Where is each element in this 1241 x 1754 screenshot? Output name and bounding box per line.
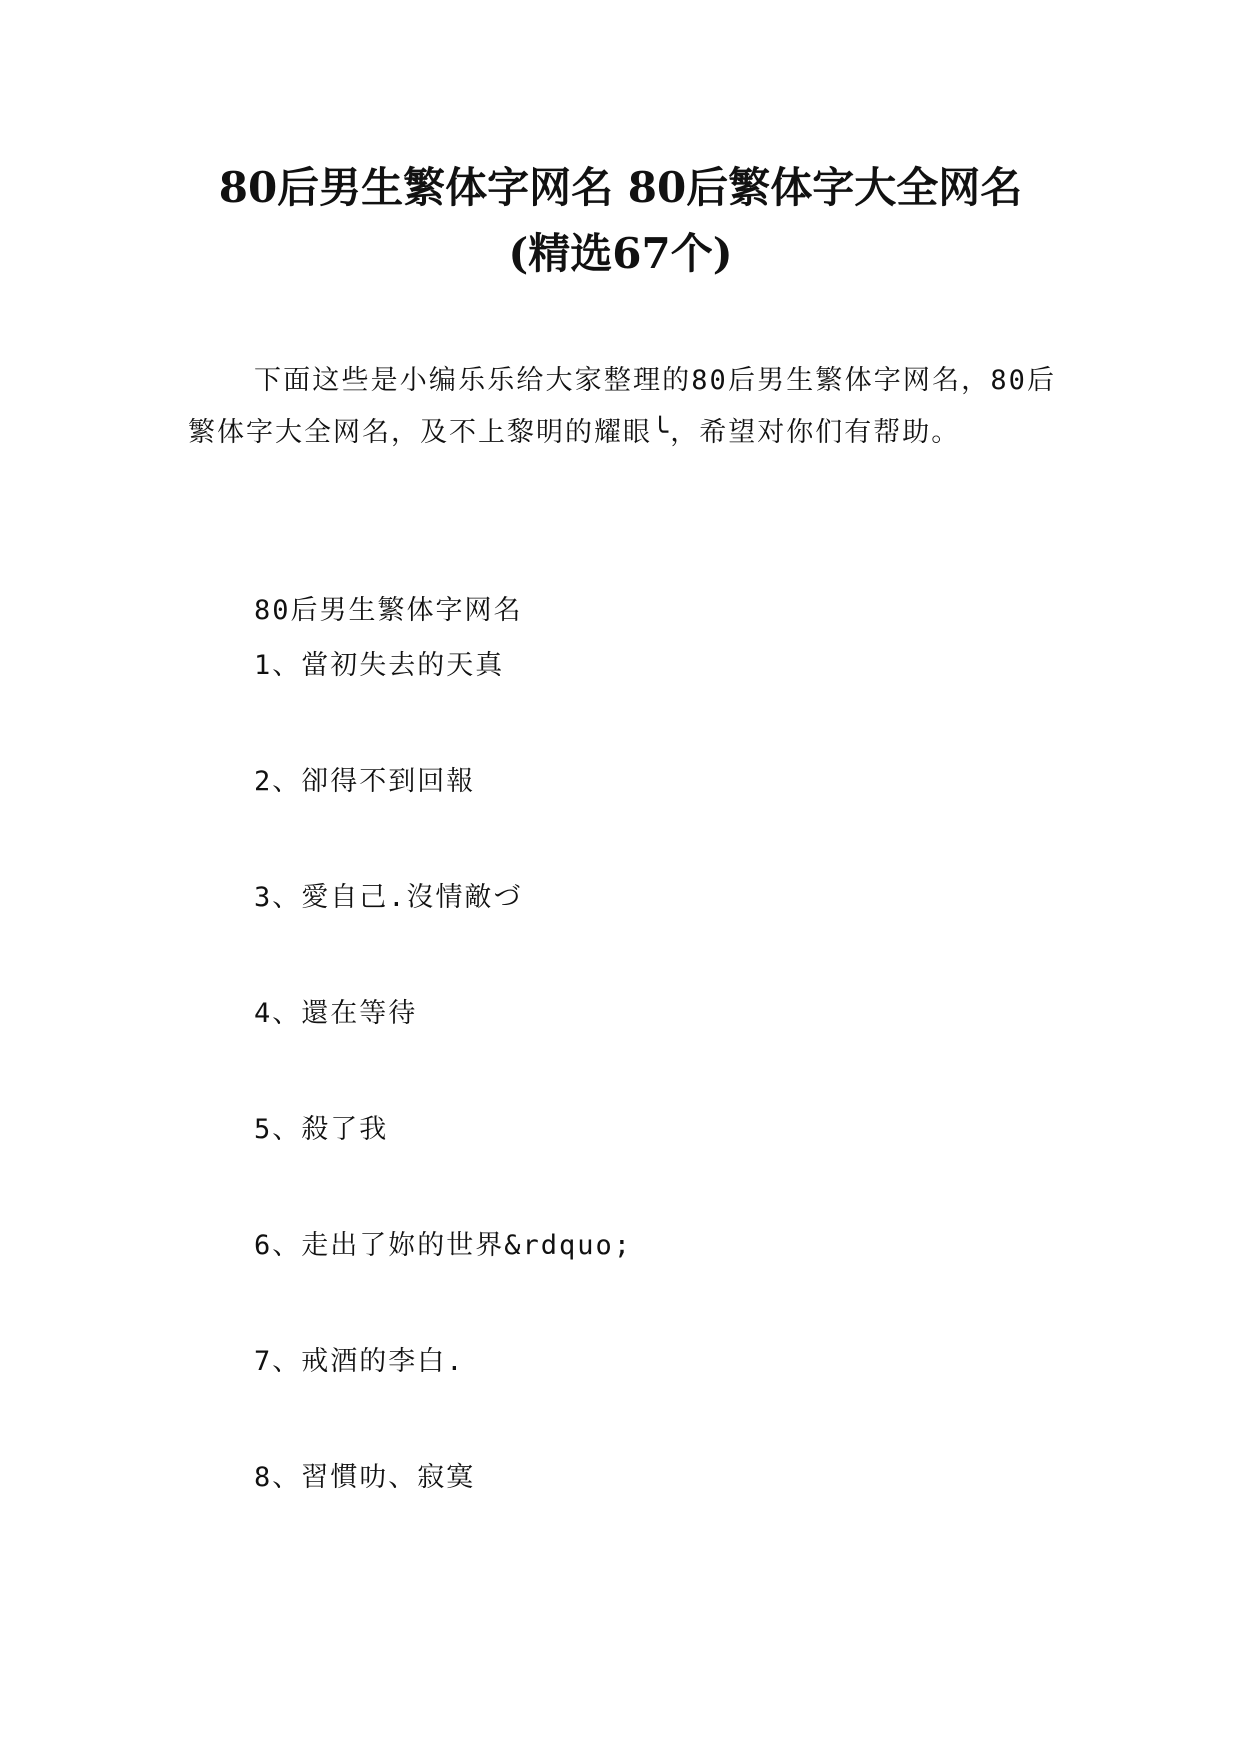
- intro-paragraph: 下面这些是小编乐乐给大家整理的80后男生繁体字网名，80后繁体字大全网名，及不上黎明的耀眼╰，希望对你们有帮助。: [188, 365, 1056, 448]
- list-item: 1、當初失去的天真: [254, 650, 505, 681]
- list-item: 6、走出了妳的世界&rdquo;: [254, 1230, 633, 1261]
- list-item: 8、習慣叻、寂寞: [254, 1462, 476, 1493]
- list-item: 7、戒酒的李白.: [254, 1346, 465, 1377]
- list-item: 2、卻得不到回報: [254, 766, 476, 797]
- list-item: 3、愛自己.沒情敵づ: [254, 882, 523, 913]
- title-line-1: 80后男生繁体字网名 80后繁体字大全网名: [218, 163, 1023, 212]
- list-item: 4、還在等待: [254, 998, 418, 1029]
- title-line-2: (精选67个): [508, 229, 733, 278]
- section-heading: 80后男生繁体字网名: [254, 595, 523, 626]
- list-item: 5、殺了我: [254, 1114, 389, 1145]
- document-title: [150, 155, 1091, 287]
